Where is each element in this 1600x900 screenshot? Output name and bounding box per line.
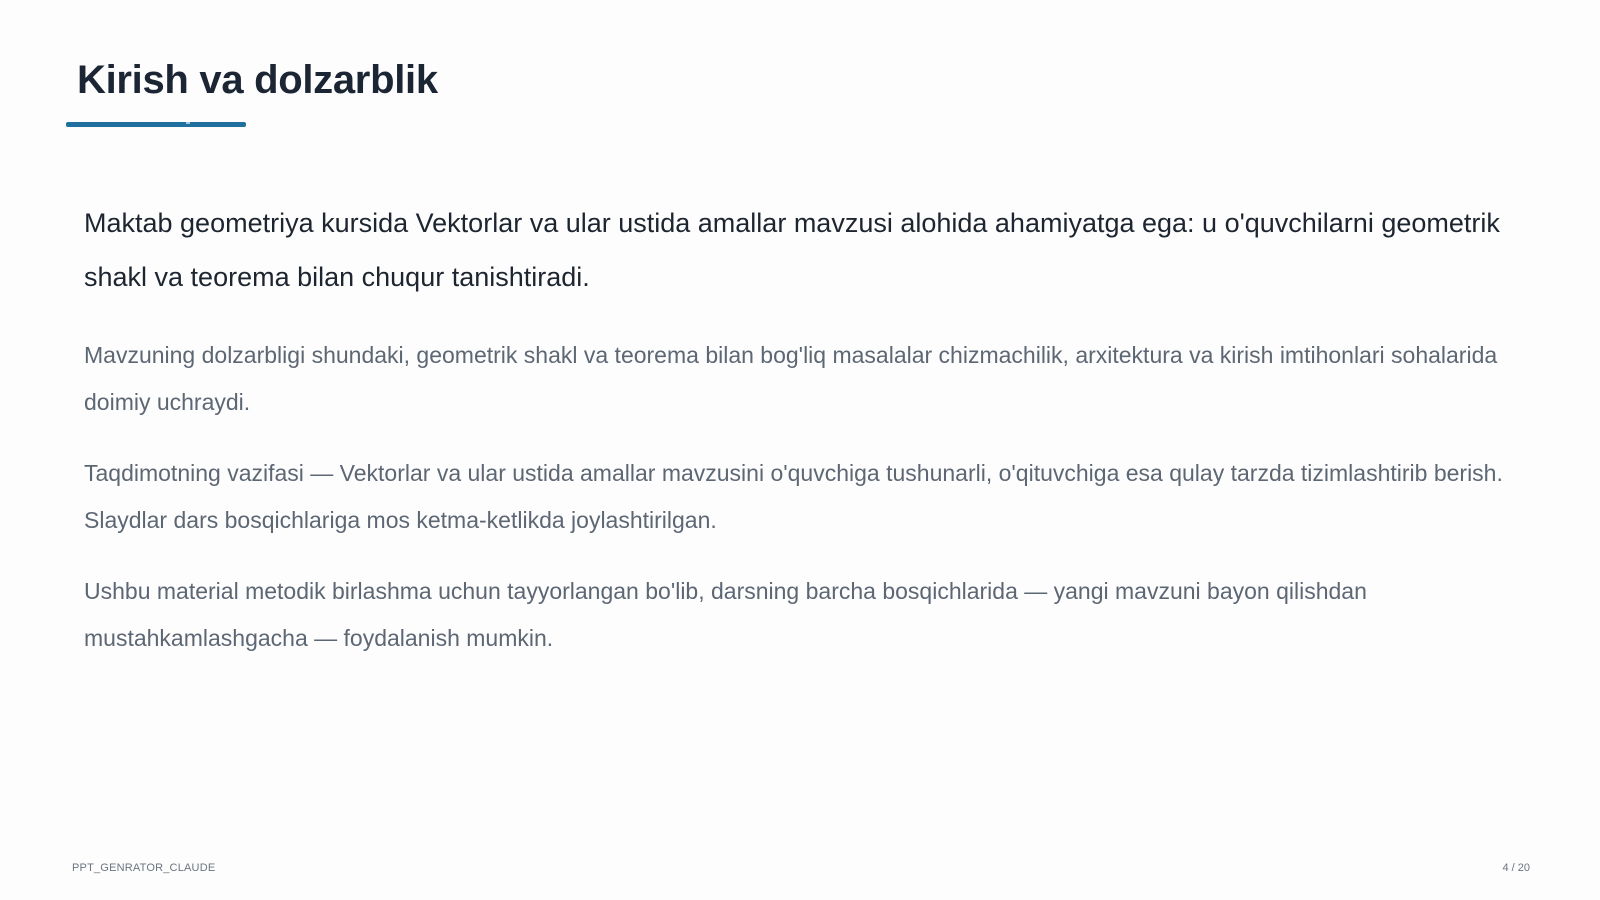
page-indicator: 4 / 20 (1502, 862, 1530, 874)
footer-brand: PPT_GENRATOR_CLAUDE (72, 862, 216, 874)
lead-paragraph: Maktab geometriya kursida Vektorlar va ular ustida amallar mavzusi alohida ahamiyatga ega: u o'quvchilarni geometrik shakl va teorema bilan chuqur tanishtiradi. (84, 208, 1500, 292)
body-paragraph-objective: Taqdimotning vazifasi — Vektorlar va ular ustida amallar mavzusini o'quvchiga tushunarli, o'qituvchiga esa qulay tarzda tizimlashtirib berish. Slaydlar dars bosqichlariga mos ketma-ketlikda joylashtirilgan. (84, 460, 1503, 533)
body-paragraph-relevance: Mavzuning dolzarbligi shundaki, geometrik shakl va teorema bilan bog'liq masalalar chizmachilik, arxitektura va kirish imtihonlari sohalarida doimiy uchraydi. (84, 342, 1498, 415)
slide-content (84, 196, 1524, 686)
body-paragraph-usage: Ushbu material metodik birlashma uchun tayyorlangan bo'lib, darsning barcha bosqichlarida — yangi mavzuni bayon qilishdan mustahkamlashgacha — foydalanish mumkin. (84, 578, 1367, 651)
title-underline (66, 122, 246, 127)
slide-title: Kirish va dolzarblik (77, 58, 438, 102)
